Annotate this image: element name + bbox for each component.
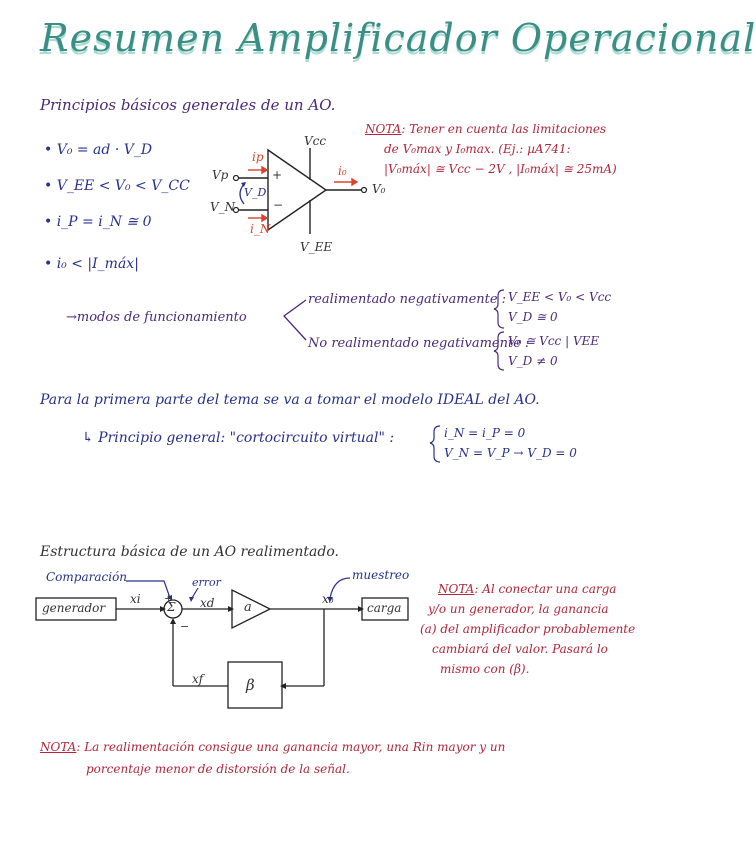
modes-label: →modos de funcionamiento <box>66 310 247 325</box>
xo-label: x₀ <box>322 592 334 606</box>
vp-label: Vp <box>212 168 229 182</box>
vee-label: V_EE <box>300 240 333 254</box>
plus-terminal: + <box>272 168 283 182</box>
xd-label: xd <box>200 596 215 610</box>
ideal-cond2: V_N = V_P → V_D = 0 <box>444 446 577 460</box>
vd-label: V_D <box>244 186 267 199</box>
ideal-model-text: Para la primera parte del tema se va a tomar el modelo IDEAL del AO. <box>40 392 540 408</box>
minus-terminal: − <box>273 198 284 212</box>
mode-negative-cond2: V_D ≅ 0 <box>508 310 558 324</box>
mode-nonnegative-label: No realimentado negativamente : <box>308 336 530 351</box>
sigma-label: Σ <box>167 600 176 614</box>
error-label: error <box>192 576 221 589</box>
note2-line2: y/o un generador, la ganancia <box>428 602 609 616</box>
ip-label: ip <box>252 150 264 164</box>
sum-plus: + <box>164 592 174 605</box>
vo-label: V₀ <box>372 182 386 196</box>
bullet-currents: • i_P = i_N ≅ 0 <box>44 214 152 230</box>
generator-label: generador <box>42 601 106 615</box>
bullet-vo: • V₀ = ad · V_D <box>44 142 153 158</box>
note1-line3: |V₀máx| ≅ Vcc − 2V , |I₀máx| ≅ 25mA) <box>384 162 617 176</box>
note2-line4: cambiará del valor. Pasará lo <box>432 642 608 656</box>
note2-line1 <box>438 582 616 596</box>
bullet-io: • i₀ < |I_máx| <box>44 256 139 272</box>
in-label: i_N <box>250 222 271 236</box>
note3-line1 <box>40 740 505 754</box>
bullet-vee-vcc: • V_EE < V₀ < V_CC <box>44 178 190 194</box>
note2-line3: (a) del amplificador probablemente <box>420 622 636 636</box>
beta-box <box>228 662 282 708</box>
section-heading-basics: Principios básicos generales de un AO. <box>40 96 336 114</box>
comparacion-label: Comparación <box>46 570 128 584</box>
note1-text1: : Tener en cuenta las limitaciones <box>401 122 607 136</box>
ideal-cond1: i_N = i_P = 0 <box>444 426 526 440</box>
note3-line2: porcentaje menor de distorsión de la señal. <box>86 762 350 776</box>
gain-a-label: a <box>244 600 252 615</box>
note2-line5: mismo con (β). <box>440 662 530 676</box>
virtual-short-principle: ↳ Principio general: "cortocircuito virtual" : <box>82 430 395 446</box>
note-label: NOTA <box>365 122 402 136</box>
load-label: carga <box>367 601 402 615</box>
vcc-label: Vcc <box>304 134 327 148</box>
note3-text1: : La realimentación consigue una ganancia mayor, una Rin mayor y un <box>76 740 506 754</box>
note3-label: NOTA <box>40 740 77 754</box>
note1-line2: de V₀max y I₀max. (Ej.: µA741: <box>384 142 571 156</box>
note2-label: NOTA <box>438 582 475 596</box>
note2-text1: : Al conectar una carga <box>474 582 617 596</box>
sum-minus: − <box>180 620 190 633</box>
vn-label: V_N <box>210 200 236 214</box>
section-heading-feedback: Estructura básica de un AO realimentado. <box>40 544 339 560</box>
io-label: i₀ <box>338 164 347 178</box>
page-title: Resumen Amplificador Operacional <box>40 16 756 60</box>
mode-negative-cond1: V_EE < V₀ < Vcc <box>508 290 612 304</box>
mode-nonneg-cond1: V₀ ≅ Vcc | VEE <box>508 334 600 348</box>
muestreo-label: muestreo <box>352 568 410 582</box>
xf-label: xf <box>192 672 204 686</box>
xi-label: xi <box>130 592 141 606</box>
beta-label: β <box>246 676 255 694</box>
mode-nonneg-cond2: V_D ≠ 0 <box>508 354 558 368</box>
mode-negative-label: realimentado negativamente : <box>308 292 507 307</box>
